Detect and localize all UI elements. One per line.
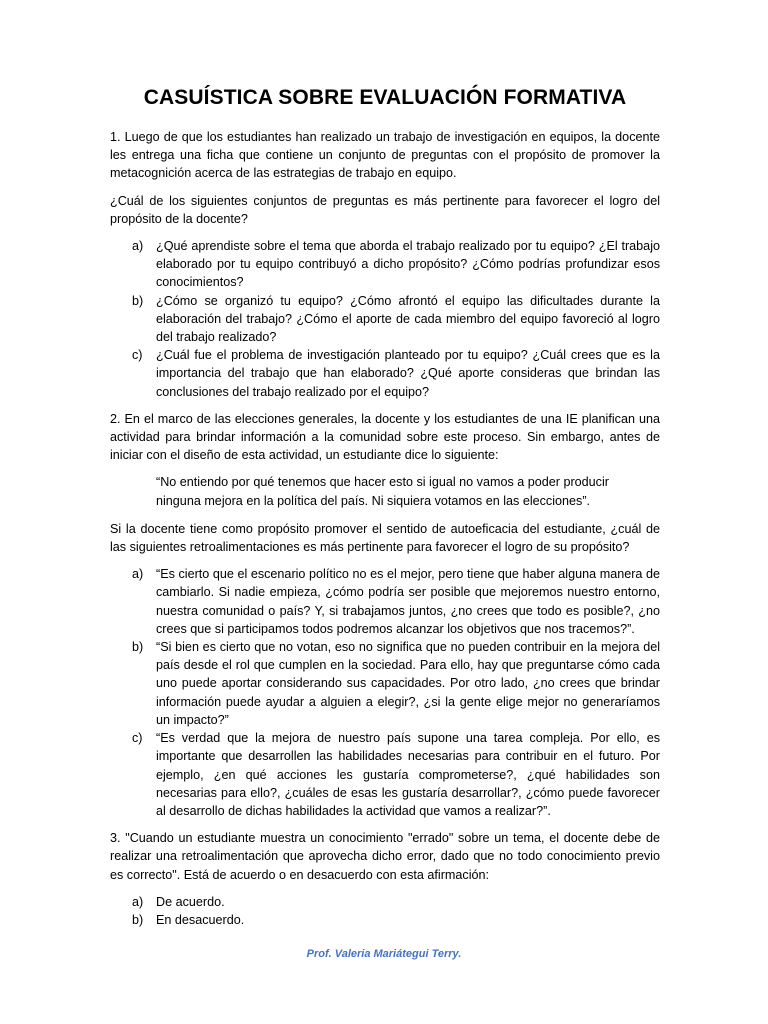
question-3-intro: 3. "Cuando un estudiante muestra un conocimiento "errado" sobre un tema, el docente debe de realizar una retroalimentación que aprovecha dicho error, dado que no todo conocimiento previo es correcto". Está de acuerdo o en desacuerdo con esta afirmación: [110, 831, 660, 882]
option-letter: a) [132, 239, 144, 254]
question-2-options [110, 565, 660, 820]
option-text: De acuerdo. [156, 894, 225, 909]
question-2-option-a [110, 565, 660, 638]
question-3-option-b [110, 911, 660, 929]
page-footer-author: Prof. Valeria Mariátegui Terry. [306, 948, 462, 960]
question-2-prompt: Si la docente tiene como propósito promover el sentido de autoeficacia del estudiante, ¿cuál de las siguientes retroalimentaciones es más pertinente para favorecer el logro de su propósito? [110, 521, 660, 555]
option-letter: b) [132, 293, 144, 308]
option-letter: a) [132, 894, 144, 909]
question-2-option-c [110, 729, 660, 820]
option-text: En desacuerdo. [156, 912, 245, 927]
question-2-intro: 2. En el marco de las elecciones generales, la docente y los estudiantes de una IE planifican una actividad para brindar información a la comunidad sobre este proceso. Sin embargo, antes de iniciar con el diseño de esta actividad, un estudiante dice lo siguiente: [110, 411, 660, 463]
document-title: CASUÍSTICA SOBRE EVALUACIÓN FORMATIVA [143, 86, 627, 109]
option-letter: c) [132, 731, 143, 746]
option-text: ¿Cuál fue el problema de investigación planteado por tu equipo? ¿Cuál crees que es la importancia del trabajo que han elaborado? ¿Qué aporte consideras que brindan las conclusiones del trabajo realizado por el equipo? [156, 348, 660, 399]
question-2-option-b [110, 638, 660, 729]
question-1-prompt: ¿Cuál de los siguientes conjuntos de preguntas es más pertinente para favorecer el logro del propósito de la docente? [110, 193, 660, 226]
question-1-option-c [110, 346, 660, 401]
option-letter: c) [132, 348, 143, 363]
question-1-intro: 1. Luego de que los estudiantes han realizado un trabajo de investigación en equipos, la docente les entrega una ficha que contiene un conjunto de preguntas con el propósito de promover la metacognición acerca de las estrategias de trabajo en equipo. [110, 130, 660, 181]
option-text: ¿Cómo se organizó tu equipo? ¿Cómo afrontó el equipo las dificultades durante la elaboración del trabajo? ¿Cómo el aporte de cada miembro del equipo favoreció al logro del trabajo realizado? [156, 293, 660, 345]
option-letter: a) [132, 567, 144, 582]
option-text: ¿Qué aprendiste sobre el tema que aborda el trabajo realizado por tu equipo? ¿El trabajo elaborado por tu equipo contribuyó a dicho propósito? ¿Cómo podrías profundizar esos conocimientos? [156, 239, 660, 290]
question-1-option-a [110, 237, 660, 292]
option-letter: b) [132, 912, 144, 927]
option-text: “Si bien es cierto que no votan, eso no significa que no pueden contribuir en la mejora del país desde el rol que cumplen en la sociedad. Para ello, hay que preguntarse cómo cada uno puede aportar considerando sus capacidades. Por otro lado, ¿no crees que brindar información puede ayudar a alguien a elegir?, ¿si la gente elige mejor no generaríamos un impacto?” [156, 640, 660, 727]
question-3-option-a [110, 893, 660, 911]
student-quote: “No entiendo por qué tenemos que hacer esto si igual no vamos a poder producir ninguna mejora en la política del país. Ni siquiera votamos en las elecciones”. [156, 475, 609, 508]
option-letter: b) [132, 640, 144, 655]
option-text: “Es cierto que el escenario político no es el mejor, pero tiene que haber alguna manera de cambiarlo. Si nadie empieza, ¿cómo podría ser posible que mejoremos nuestro entorno, nuestra comunidad o país? Y, si trabajamos juntos, ¿no crees que todo es posible?, ¿no crees que si participamos todos podremos alcanzar los objetivos que nos tracemos?”. [156, 567, 660, 636]
question-3-options [110, 893, 660, 929]
question-1-option-b [110, 292, 660, 347]
question-1-options [110, 237, 660, 401]
option-text: “Es verdad que la mejora de nuestro país supone una tarea compleja. Por ello, es importante que desarrollen las habilidades necesarias para contribuir en el futuro. Por ejemplo, ¿en qué acciones les gustaría comprometerse?, ¿qué habilidades son necesarias para ello?, ¿cuáles de esas les gustaría desarrollar?, ¿cómo puede favorecer al desarrollo de dichas habilidades la actividad que vamos a realizar?”. [156, 731, 660, 818]
